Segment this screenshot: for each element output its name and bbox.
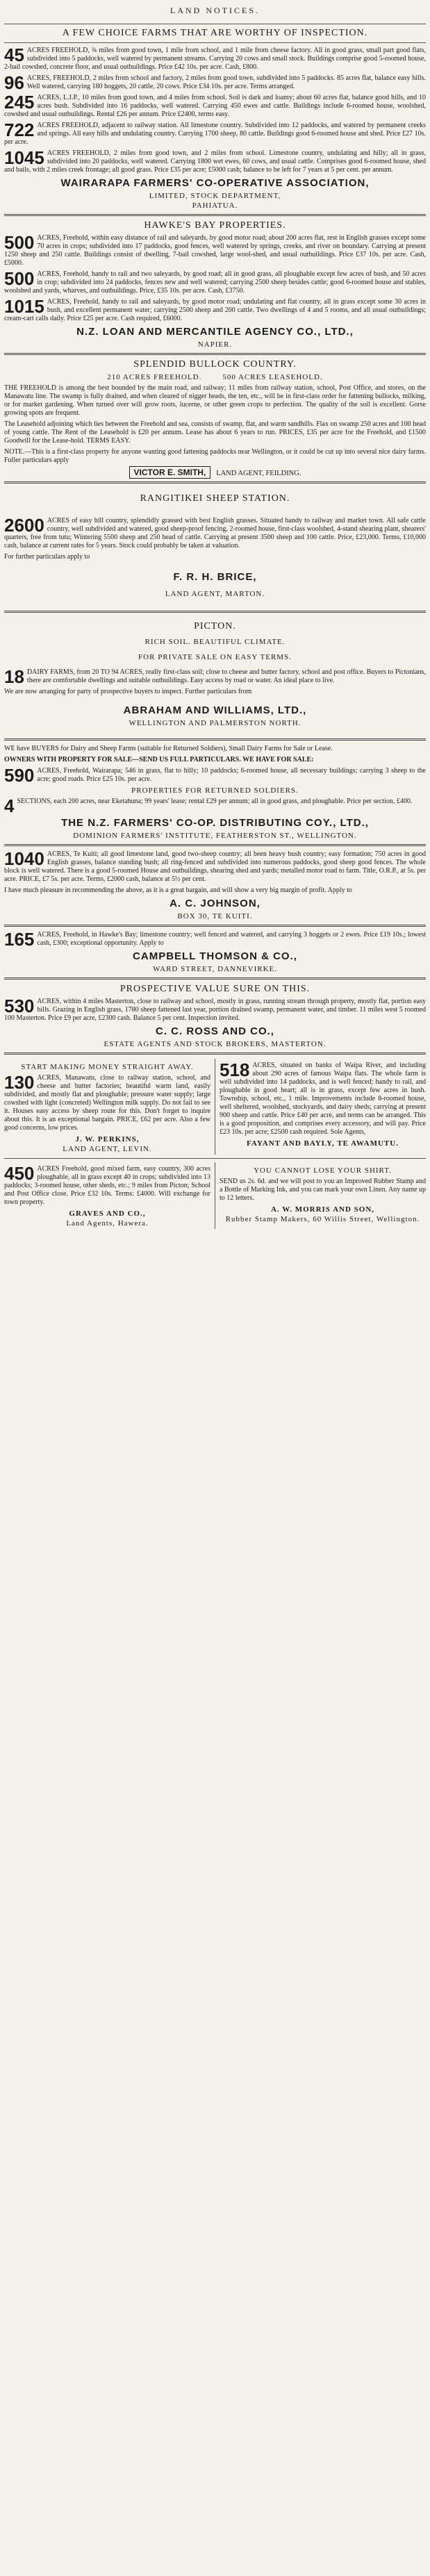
listing-number: 45	[4, 44, 24, 65]
listing-number: 1040	[4, 848, 44, 869]
listing-number: 96	[4, 72, 24, 93]
listing-item	[4, 270, 426, 295]
hawkes-bay-ad	[4, 220, 426, 349]
divider	[4, 844, 426, 846]
advertiser-role: WELLINGTON AND PALMERSTON NORTH.	[129, 719, 301, 727]
two-column-ads	[4, 1059, 426, 1155]
advertiser-role: BOX 30, TE KUITI.	[177, 912, 253, 920]
listing-item	[4, 298, 426, 323]
divider	[4, 977, 426, 980]
divider	[4, 611, 426, 613]
advertiser-role: WARD STREET, DANNEVIRKE.	[152, 965, 277, 973]
listing-number: 450	[4, 1163, 35, 1184]
ad-headline: START MAKING MONEY STRAIGHT AWAY.	[21, 1063, 194, 1071]
advertiser-place: NAPIER.	[197, 340, 233, 349]
advertiser-name: A. W. MORRIS AND SON,	[270, 1205, 375, 1214]
hawkes-bay-165-ad	[4, 931, 426, 973]
advertiser-role: LAND AGENT, MARTON.	[165, 590, 265, 598]
listing-text: ACRES FREEHOLD, ¾ miles from good town, 1 mile from school, and 1 mile from cheese factory. All in good grass, small part good flats, subdivided into 5 paddocks, well watered by permanent streams. Carrying 20 cows and small stock. Buildings comprise good 5-roomed house, 2-bail cowshed, concrete floor, and usual outbuildings. Price £42 10s. per acre. Cash, £800.	[4, 47, 426, 71]
listing-item	[4, 119, 426, 147]
divider	[4, 738, 426, 741]
advertiser-name: GRAVES AND CO.,	[69, 1209, 146, 1218]
ad-headline: YOU CANNOT LOSE YOUR SHIRT.	[254, 1166, 392, 1175]
advertiser-subtitle: LIMITED, STOCK DEPARTMENT,	[149, 192, 281, 200]
listing-text: ACRES FREEHOLD, 2 miles from good town, and 2 miles from school. Limestone country, undulating and hilly; all in grass, subdivided into 20 paddocks, well watered. Carrying 1800 wet ewes, 60 cows, and usual cattle. Comprises good 6-roomed house, shed and bails, with 2 miles creek frontage; all good grass. Price £35 per acre; £5000 cash; balance to be left for 7 years at 5 per cent. per annum.	[4, 149, 426, 174]
levin-ad	[4, 1059, 210, 1155]
ad-body: For further particulars apply to	[4, 553, 90, 561]
listing-number: 530	[4, 996, 35, 1016]
listing-number: 1015	[4, 296, 44, 317]
listing-text: ACRES, Manawatu, close to railway station, school, and cheese and butter factories; beautiful warm land, easily subdivided, and mostly flat and ploughable; pressure water supply; large cowshed with light (concreted) Wellington milk supply. Do not fail to see it. Houses easy access by sheep route for this. Don't forget to inquire about this. It is an exceptional bargain. PRICE, £62 per acre. Also a few good concerns, low prices.	[4, 1074, 210, 1132]
advertiser-name: N.Z. LOAN AND MERCANTILE AGENCY CO., LTD.,	[76, 326, 354, 338]
rubber-stamp-ad	[220, 1162, 426, 1229]
divider	[4, 1158, 426, 1159]
listing-text: ACRES, Freehold, handy to rail and saleyards, by good motor road; undulating and flat country, all in grass except some 30 acres in bush, and excellent permanent water; carrying 2500 sheep and 200 cattle. Two dwellings of 4 and 5 rooms, and all usual outbuildings; cream-cart calls daily. Price £25 per acre. Cash required, £6000.	[4, 298, 426, 322]
listing-item	[4, 234, 426, 267]
listing-text: ACRES, FREEHOLD, 2 miles from school and factory, 2 miles from good town, subdivided into 5 paddocks. 85 acres flat, balance easy hills. Well watered, carrying 180 hoggets, 20 cattle, 20 cows. Price £34 10s. per acre. Terms arranged.	[26, 74, 426, 90]
ad-body: SEND us 2s. 6d. and we will post to you an Improved Rubber Stamp and a Bottle of Marking Ink, and you can mark your own Linen. Any name up to 12 letters.	[220, 1178, 426, 1202]
advertiser-role: LAND AGENT, LEVIN.	[63, 1145, 152, 1153]
listing-item	[4, 44, 426, 72]
advertiser-role: Rubber Stamp Makers, 60 Willis Street, Wellington.	[225, 1215, 420, 1223]
ad-body: I have much pleasure in recommending the above, as it is a great bargain, and will show a very big margin of profit. Apply to	[4, 886, 352, 894]
divider	[4, 481, 426, 484]
listing-number: 500	[4, 268, 35, 289]
listing-text: ACRES, within 4 miles Masterton, close to railway and school, mostly in grass, running stream through property, mostly flat, portion easy hills. Grazing in English grass, 1780 sheep fattened last year, portion drained swamp, permanent water, and timber. 11 miles west 5 roomed 100 Masterton. Price £9 per acre, £2300 cash. Balance 5 per cent. Inspection invited.	[4, 998, 426, 1022]
listing-text: ACRES FREEHOLD, adjacent to railway station. All limestone country. Subdivided into 12 paddocks, and watered by permanent creeks and springs. All easy hills and undulating country. Carrying 1700 sheep, 80 cattle. Buildings good 6-roomed house and shed. Price £27 10s. per acre.	[4, 122, 426, 146]
advertiser-name: THE N.Z. FARMERS' CO-OP. DISTRIBUTING COY., LTD.,	[61, 817, 369, 829]
advertiser-name: FAYANT AND BAYLY, TE AWAMUTU.	[247, 1139, 399, 1148]
picton-ad	[4, 621, 426, 734]
ad-body: OWNERS WITH PROPERTY FOR SALE—SEND US FULL PARTICULARS. WE HAVE FOR SALE:	[4, 756, 314, 763]
listing-number: 1045	[4, 147, 44, 168]
listing-number: 18	[4, 666, 24, 687]
nz-farmers-coop-ad	[4, 745, 426, 840]
listing-text: ACRES, Freehold, Wairarapa; 546 in grass, flat to hilly; 10 paddocks; 6-roomed house, all necessary buildings; carrying 3 sheep to the acre; good roads. Price £25 10s. per acre.	[37, 767, 426, 783]
ad-body: We are now arranging for party of prospective buyers to inspect. Further particulars from	[4, 688, 252, 695]
listing-number: 245	[4, 92, 35, 113]
bullock-country-ad	[4, 359, 426, 477]
ad-headline: RANGITIKEI SHEEP STATION.	[140, 493, 290, 504]
te-awamutu-ad	[220, 1059, 426, 1155]
advertiser-role: LAND AGENT, FEILDING.	[216, 470, 301, 477]
listing-text: ACRES, Freehold, within easy distance of rail and saleyards, by good motor road; about 200 acres flat, rest in English grasses except some 70 acres in crops; subdivided into 17 paddocks, good fences, well watered by springs, creeks, and river on boundary. Carrying at present 1250 sheep and 250 cattle. Buildings consist of dwelling, 7-bail cowshed, large wool-shed, and usual outbuildings. Price £37 10s. per acre. Cash, £5000.	[4, 234, 426, 267]
advertiser-place: PAHIATUA.	[192, 201, 238, 210]
listing-text: ACRES, situated on banks of Waipa River, and including about 290 acres of famous Waipa flats. The whole farm is well subdivided into 14 paddocks, and is well fenced; handy to rail, and ploughable in good heart; all is in grass, except few acres in bush. Township, school, etc., 1 mile. Improvements include 8-roomed house, well sheltered, woolshed, stockyards, and dairy sheds; carrying at present 900 sheep and cattle. Price £40 per acre, and terms can be arranged. This is a good proposition, and comprises every accessory, and will pay. Price £23 10s. per acre; £2500 cash required. Sole Agents,	[220, 1062, 426, 1136]
divider	[4, 925, 426, 927]
listing-number: 130	[4, 1072, 35, 1093]
listing-number: 518	[220, 1059, 250, 1080]
advertiser-name: ABRAHAM AND WILLIAMS, LTD.,	[123, 704, 307, 716]
ad-body: NOTE.—This is a first-class property for anyone wanting good fattening paddocks near Wellington, or it could be cut up into several nice dairy farms. Fuller particulars apply	[4, 448, 426, 464]
listing-number: 4	[4, 795, 15, 816]
listing-number: 722	[4, 119, 35, 140]
ad-headline: SPLENDID BULLOCK COUNTRY.	[133, 359, 297, 370]
divider	[4, 1052, 426, 1055]
page-header: LAND NOTICES.	[170, 6, 260, 15]
listing-item	[220, 1059, 426, 1137]
listing-item	[4, 94, 426, 119]
listing-number: 500	[4, 232, 35, 253]
ad-subheadline: FOR PRIVATE SALE ON EASY TERMS.	[138, 653, 292, 661]
listing-text: SECTIONS, each 200 acres, near Eketahuna; 99 years' lease; rental £29 per annum; all in good grass, and ploughable. Price per section, £400.	[17, 798, 413, 805]
advertiser-role: ESTATE AGENTS AND STOCK BROKERS, MASTERTON.	[104, 1040, 326, 1048]
ad-subheadline: RICH SOIL. BEAUTIFUL CLIMATE.	[144, 638, 286, 646]
listing-item	[4, 931, 426, 948]
advertiser-signature	[4, 468, 426, 477]
listing-item	[4, 1074, 210, 1132]
advertiser-name: C. C. ROSS AND CO.,	[156, 1025, 274, 1037]
advertiser-name: F. R. H. BRICE,	[173, 571, 257, 583]
listing-item	[4, 1165, 210, 1207]
advertiser-name: CAMPBELL THOMSON & CO.,	[133, 950, 297, 962]
listing-item	[4, 517, 426, 550]
ad-headline: PROSPECTIVE VALUE SURE ON THIS.	[119, 984, 311, 994]
listing-text: ACRES of easy hill country, splendidly grassed with best English grasses. Situated handy to railway and market town. All safe cattle country, well subdivided and watered, good sheep-proof fencing, 2-roomed house, first-class woolshed, 4-stand shearing plant, shearers' quarters, free from tutu; Wintering 5500 sheep and 250 head of cattle. Carrying at present 3500 sheep and 100 cattle. Price, £23,000. Terms, £10,000 cash, balance at current rates for 5 years. Stock could probably be taken at valuation.	[4, 517, 426, 550]
listing-text: ACRES Freehold, good mixed farm, easy country, 300 acres ploughable, all in grass except 40 in crops; subdivided into 13 paddocks; 3-roomed house, other sheds, etc.; 9 miles from Picton; School and Post Office close. Price £32 10s. Terms: £4000. Will exchange for town property.	[4, 1165, 210, 1206]
advertiser-name: A. C. JOHNSON,	[169, 898, 261, 909]
listing-text: ACRES, L.I.P., 10 miles from good town, and 4 miles from school. Soil is dark and loamy; about 60 acres flat, balance good hills, and 10 acres bush. Subdivided into 16 paddocks, well watered. Carrying 450 ewes and cattle. Buildings include 6-roomed house, woolshed, cowshed and usual outbuildings. Rental £26 per annum. Price £2400, terms easy.	[4, 94, 426, 118]
listing-number: 590	[4, 765, 35, 786]
ad-body: The Leasehold adjoining which lies between the Freehold and sea, consists of swamp, flat, and warm sandhills. Flax on swamp 250 acres and 100 head of young cattle. The Rent of the Leasehold is £20 per annum. Lease has about 6 years to run. PRICES, £35 per acre for the Freehold, and £1500 Goodwill for the Lease-hold. TERMS EASY.	[4, 420, 426, 445]
ad-headline: HAWKE'S BAY PROPERTIES.	[144, 220, 286, 231]
ad-subheadline: PROPERTIES FOR RETURNED SOLDIERS.	[131, 786, 299, 795]
listing-number: 2600	[4, 515, 44, 536]
divider	[4, 42, 426, 43]
wairarapa-farms-ad	[4, 28, 426, 210]
listing-text: DAIRY FARMS, from 20 TO 94 ACRES, really first-class soil; close to cheese and butter factory, school and post office. Buyers to Pictonians, there are comfortable dwellings and suitable outbuildings. Easy access by road or water. An ideal place to live.	[26, 668, 426, 684]
advertiser-subtitle: DOMINION FARMERS' INSTITUTE, FEATHERSTON ST., WELLINGTON.	[73, 832, 357, 840]
ad-subheadline: 210 ACRES FREEHOLD. 500 ACRES LEASEHOLD.	[107, 373, 323, 381]
divider	[4, 214, 426, 216]
hawera-ad	[4, 1162, 210, 1229]
ad-headline: A FEW CHOICE FARMS THAT ARE WORTHY OF INSPECTION.	[62, 28, 368, 38]
divider	[4, 353, 426, 355]
advertiser-name: WAIRARAPA FARMERS' CO-OPERATIVE ASSOCIATION,	[60, 177, 370, 189]
listing-item	[4, 998, 426, 1023]
advertiser-name: VICTOR E. SMITH,	[129, 466, 211, 479]
listing-item	[4, 767, 426, 784]
ad-body: WE have BUYERS for Dairy and Sheep Farms (suitable for Returned Soldiers), Small Dairy Farms for Sale or Lease.	[4, 745, 333, 752]
listing-text: ACRES, Freehold, in Hawke's Bay; limestone country; well fenced and watered, and carrying 3 hoggets or 2 ewes. Price £19 10s.; lowest cash, £300; exceptional opportunity. Apply to	[37, 931, 426, 947]
listing-text: ACRES, Freehold, handy to rail and two saleyards, by good road; all in good grass, all ploughable except few acres of bush, and 50 acres in crop; subdivided into 24 paddocks, fences new and well watered; carrying 2500 sheep besides cattle; good 6-roomed house and stables, woolshed and yards, wharves, and outbuildings. Price, £35 10s. per acre. Cash, £3750.	[4, 270, 426, 295]
ad-headline: PICTON.	[194, 621, 236, 631]
rangitikei-ad	[4, 493, 426, 606]
ad-body: THE FREEHOLD is among the best bounded by the main road, and railway; 11 miles from railway station, school, Post Office, and stores, on the Manawatu line. The swamp is fully drained, and when cleared of nigger heads, the ten, etc., will be in first-class order for fattening bullocks, milking, or for market gardening. When turned over will grow roots, lucerne, or other green crops to perfection. The quality of the soil is excellent. Gorse growing spots are frequent.	[4, 384, 426, 417]
listing-item	[4, 795, 426, 816]
listing-item	[4, 850, 426, 884]
advertiser-role: Land Agents, Hawera.	[66, 1219, 149, 1228]
te-kuiti-ad	[4, 850, 426, 920]
listing-number: 165	[4, 929, 35, 950]
advertiser-name: J. W. PERKINS,	[75, 1135, 140, 1143]
listing-item	[4, 74, 426, 91]
listing-item	[4, 149, 426, 174]
listing-text: ACRES, Te Kuiti; all good limestone land, good two-sheep country; all been heavy bush country; easy formation; 750 acres in good English grasses, balance standing bush; all ring-fenced and subdivided into numerous paddocks, good sheep good fences. The whole block is well watered. There is a good 5-roomed House and outbuildings, shearing shed and yards; metalled motor road to farm. Title, O.R.P., at 5s. per acre. PRICE, £7 5s. per acre. Terms, £2000 cash, balance at 5½ per cent.	[4, 850, 426, 883]
two-column-ads	[4, 1162, 426, 1229]
listing-item	[4, 668, 426, 685]
masterton-ad	[4, 984, 426, 1048]
